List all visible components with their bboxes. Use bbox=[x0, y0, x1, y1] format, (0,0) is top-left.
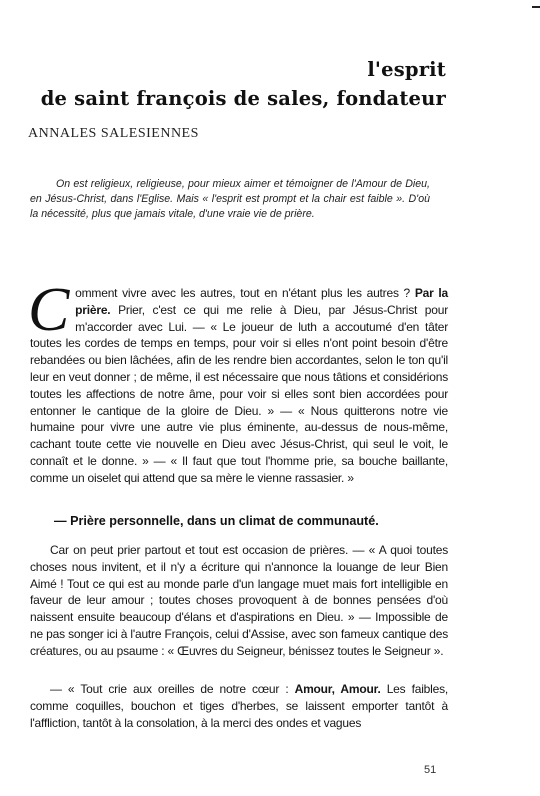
paragraph-1-rest: Prier, c'est ce qui me relie à Dieu, par Jésus-Christ pour m'accorder avec Lui. — « Le joueur de luth a accoutumé d'en tâter toutes les cordes de temps en temps, pour voir si elles n'ont point besoin d'être rebandées ou bien lâchées, afin de les rendre bien accordantes, selon le ton qu'il leur en veut donner ; de même, il est nécessaire que nous tâtions et considérions toutes les affections de notre âme, pour voir si elles sont bien accordées pour entonner le cantique de la gloire de Dieu. » — « Nous quitterons notre vie humaine pour vivre une autre vie plus éminente, au-dessus de nous-même, cachant toute cette vie nouvelle en Dieu avec Jésus-Christ, qui seul le voit, le connaît et le donne. » — « Il faut que tout l'homme prie, sa bouche baillante, comme un oiselet qui attend que sa mère le vienne rassasier. » bbox=[30, 302, 448, 485]
paragraph-2: Car on peut prier partout et tout est occasion de prières. — « A quoi toutes choses nous invitent, et il n'y a écriture qui n'annonce la louange de leur Bien Aimé ! Tout ce qui est au monde parle d'un langage muet mais fort intelligible en faveur de leur amour ; toutes choses provoquent à de bonnes pensées d'où naissent ensuite beaucoup d'élans et d'aspirations en Dieu. » — Impossible de ne pas songer ici à l'autre François, celui d'Assise, avec son fameux cantique des créatures, ou au psaume : « Œuvres du Seigneur, bénissez toutes le Seigneur ». bbox=[30, 543, 448, 658]
paragraph-3-rest: Les faibles, comme coquilles, bouchon et tiges d'herbes, se laissent emporter tantôt à l'affliction, tantôt à la consolation, à la merci des ondes et vagues bbox=[30, 682, 449, 730]
epigraph: On est religieux, religieuse, pour mieux aimer et témoigner de l'Amour de Dieu, en Jésus-Christ, dans l'Eglise. Mais « l'esprit est prompt et la chair est faible ». D'où la nécessité, plus que jamais vitale, d'une vraie vie de prière. bbox=[30, 178, 430, 220]
corner-mark bbox=[532, 6, 540, 8]
section-heading: — Prière personnelle, dans un climat de communauté. bbox=[54, 514, 379, 528]
page-number: 51 bbox=[424, 764, 437, 776]
source-label: ANNALES SALESIENNES bbox=[28, 126, 199, 141]
paragraph-3 bbox=[30, 681, 448, 731]
paragraph-1-lead: omment vivre avec les autres, tout en n'étant plus les autres ? bbox=[75, 286, 415, 300]
paragraph-3-bold: Amour, Amour. bbox=[294, 682, 381, 696]
title-line-2: de saint françois de sales, fondateur bbox=[40, 87, 446, 110]
drop-cap: C bbox=[28, 276, 70, 344]
title-line-1: l'esprit bbox=[367, 58, 446, 81]
paragraph-3-lead: — « Tout crie aux oreilles de notre cœur : bbox=[50, 682, 295, 696]
paragraph-1 bbox=[28, 276, 448, 487]
paragraph-1-bold: Par la prière. bbox=[75, 286, 448, 317]
